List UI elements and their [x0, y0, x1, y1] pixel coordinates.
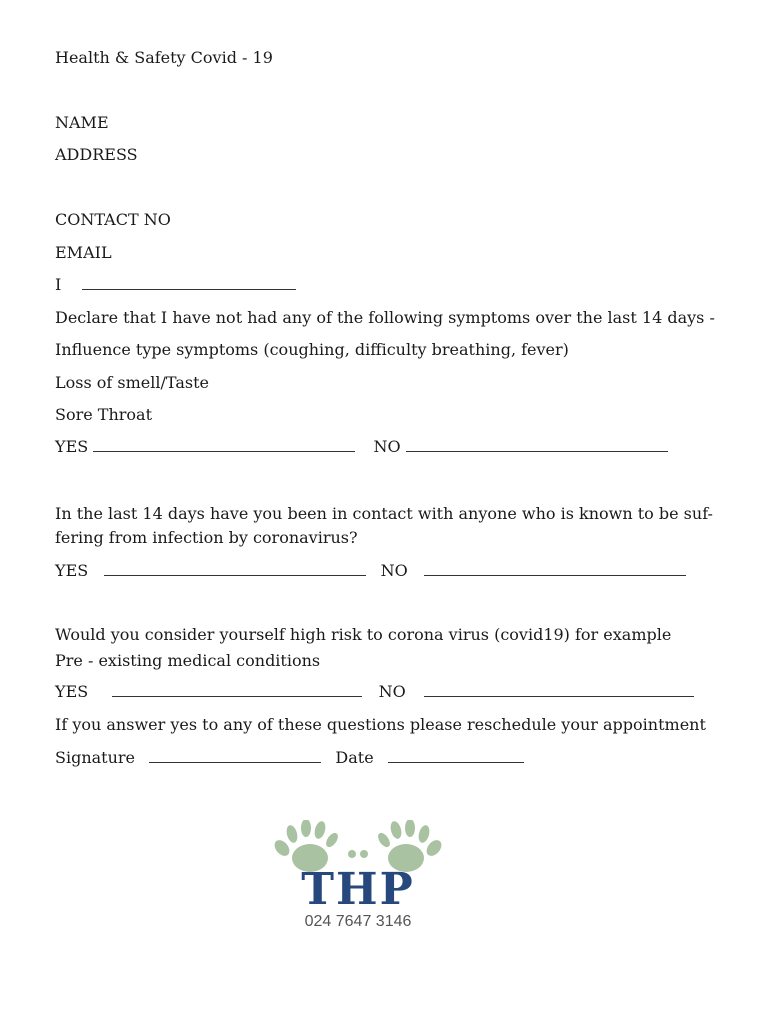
yes-label: YES	[55, 561, 89, 580]
declarant-row	[55, 275, 296, 295]
page-title: Health & Safety Covid - 19	[55, 48, 273, 67]
yes-no-row-3	[55, 682, 694, 702]
i-label: I	[55, 275, 62, 294]
yes-no-row-2	[55, 561, 686, 581]
symptom-item: Loss of smell/Taste	[55, 373, 209, 392]
yes-label: YES	[55, 437, 89, 456]
contact-label: CONTACT NO	[55, 210, 171, 229]
symptom-item: Sore Throat	[55, 405, 153, 424]
yes-answer-blank[interactable]	[112, 682, 362, 697]
no-answer-blank[interactable]	[406, 437, 668, 452]
thp-logo	[268, 820, 448, 940]
symptom-item: Influence type symptoms (coughing, difficulty breathing, fever)	[55, 340, 569, 359]
no-label: NO	[373, 437, 401, 456]
no-answer-blank[interactable]	[424, 561, 686, 576]
yes-no-row-1	[55, 437, 668, 457]
date-label: Date	[335, 748, 374, 767]
question-high-risk-detail: Pre - existing medical conditions	[55, 651, 321, 670]
name-label: NAME	[55, 113, 109, 132]
email-label: EMAIL	[55, 243, 112, 262]
declarant-name-blank[interactable]	[82, 275, 296, 290]
logo-phone-number: 024 7647 3146	[304, 913, 412, 930]
question-contact: In the last 14 days have you been in contact with anyone who is known to be suf-fering from infection by coronavirus?	[55, 504, 713, 547]
yes-answer-blank[interactable]	[93, 437, 355, 452]
logo-text: THP	[301, 864, 415, 915]
no-label: NO	[380, 561, 408, 580]
signature-blank[interactable]	[149, 748, 321, 763]
yes-answer-blank[interactable]	[104, 561, 366, 576]
address-label: ADDRESS	[55, 145, 138, 164]
no-label: NO	[378, 682, 406, 701]
signature-label: Signature	[55, 748, 136, 767]
signature-row	[55, 748, 524, 768]
reschedule-notice: If you answer yes to any of these questions please reschedule your appointment	[55, 715, 706, 734]
yes-label: YES	[55, 682, 89, 701]
no-answer-blank[interactable]	[424, 682, 694, 697]
date-blank[interactable]	[388, 748, 524, 763]
declaration-text: Declare that I have not had any of the following symptoms over the last 14 days -	[55, 308, 715, 327]
question-high-risk: Would you consider yourself high risk to corona virus (covid19) for example	[55, 625, 672, 644]
